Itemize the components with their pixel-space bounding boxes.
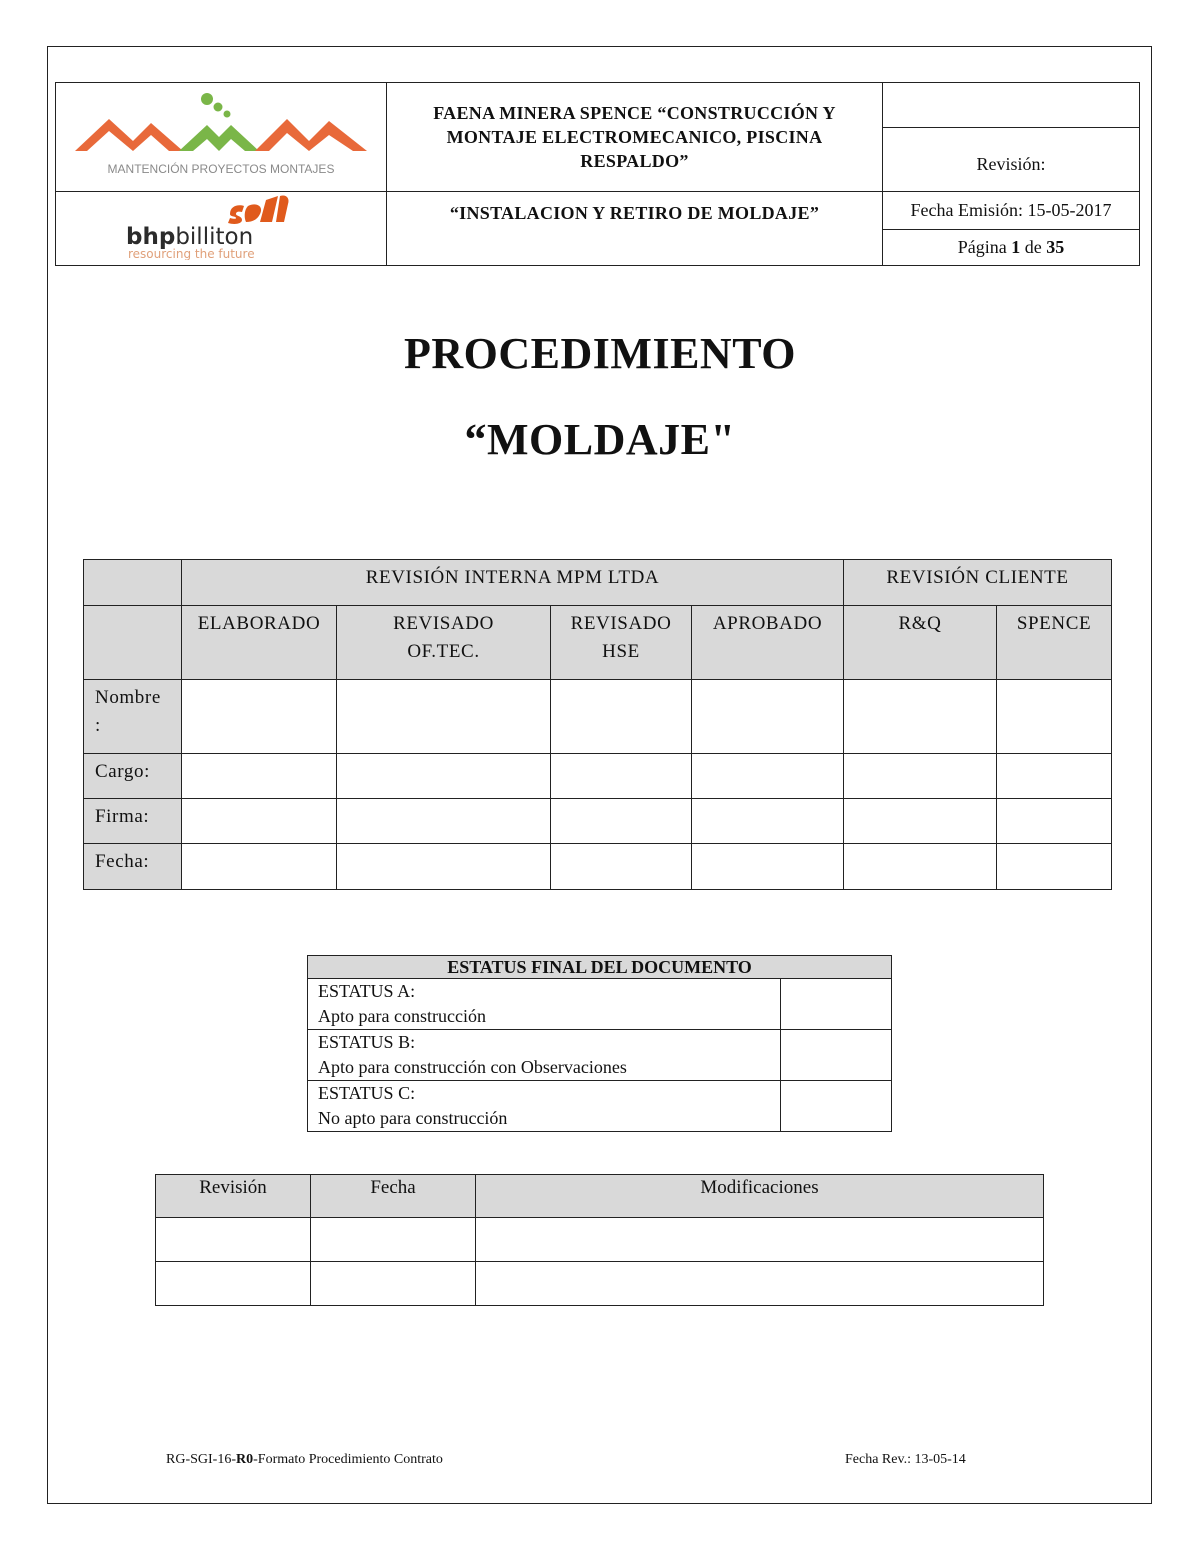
cell (182, 844, 337, 890)
table-cell (156, 1262, 311, 1306)
row-label-firma: Firma: (84, 799, 182, 844)
cell (551, 799, 692, 844)
col-aprobado: APROBADO (692, 606, 844, 680)
cell (337, 680, 551, 754)
revision-corner (84, 560, 182, 606)
cell (182, 754, 337, 799)
status-b-description: Apto para construcción con Observaciones (318, 1057, 627, 1077)
col-revisado-hse: REVISADO HSE (551, 606, 692, 680)
cell (692, 799, 844, 844)
cell (997, 844, 1112, 890)
footer-code-suffix: -Formato Procedimiento Contrato (253, 1452, 443, 1467)
revision-internal-group: REVISIÓN INTERNA MPM LTDA (182, 560, 844, 606)
pagina-de: de (1020, 237, 1047, 258)
revision-client-group: REVISIÓN CLIENTE (844, 560, 1112, 606)
footer-rev-date: Fecha Rev.: 13-05-14 (845, 1452, 966, 1467)
cell (182, 680, 337, 754)
bhp-logo-cell (56, 192, 387, 266)
col-revisado-oftec: REVISADO OF.TEC. (337, 606, 551, 680)
cell (692, 680, 844, 754)
pagina-total: 35 (1046, 237, 1065, 258)
document-header (55, 82, 1140, 266)
row-label-nombre: Nombre : (84, 680, 182, 754)
cell (337, 799, 551, 844)
col-ryq: R&Q (844, 606, 997, 680)
status-c-description: No apto para construcción (318, 1108, 508, 1128)
mods-col-modificaciones: Modificaciones (476, 1175, 1044, 1218)
cell (997, 754, 1112, 799)
cell (692, 844, 844, 890)
status-table (307, 955, 892, 1132)
page-subtitle: “MOLDAJE" (464, 415, 736, 464)
bhp-logo (126, 192, 316, 260)
status-b-label: ESTATUS B: (318, 1032, 416, 1052)
cell (997, 799, 1112, 844)
cell (844, 799, 997, 844)
bhp-logo-tagline: resourcing the future (128, 247, 255, 260)
cell (551, 680, 692, 754)
mpm-logo-tagline: MANTENCIÓN PROYECTOS MONTAJES (107, 161, 335, 176)
cell (844, 680, 997, 754)
footer-code-prefix: RG-SGI-16- (166, 1452, 236, 1467)
cell (844, 754, 997, 799)
project-title: FAENA MINERA SPENCE “CONSTRUCCIÓN Y MONTAJE ELECTROMECANICO, PISCINA RESPALDO” (387, 83, 883, 192)
cell (692, 754, 844, 799)
page-title: PROCEDIMIENTO (404, 329, 796, 378)
revision-corner-2 (84, 606, 182, 680)
table-cell (311, 1218, 476, 1262)
bhp-logo-name-bold: bhp (126, 224, 176, 250)
pagina-prefix: Página (957, 237, 1012, 258)
status-a (308, 979, 781, 1030)
revision-table (83, 559, 1112, 890)
cell (551, 754, 692, 799)
mpm-logo-cell (56, 83, 387, 192)
mpm-logo (71, 89, 371, 181)
status-b (308, 1030, 781, 1081)
modifications-table (155, 1174, 1044, 1306)
revision-label: Revisión: (883, 128, 1140, 192)
cell (551, 844, 692, 890)
cell (844, 844, 997, 890)
status-c (308, 1081, 781, 1132)
status-c-label: ESTATUS C: (318, 1083, 416, 1103)
document-title: “INSTALACION Y RETIRO DE MOLDAJE” (387, 192, 883, 266)
row-label-cargo: Cargo: (84, 754, 182, 799)
footer-code-bold: R0 (236, 1452, 254, 1467)
cell (337, 844, 551, 890)
mods-col-fecha: Fecha (311, 1175, 476, 1218)
status-c-checkbox[interactable] (781, 1081, 892, 1132)
table-cell (476, 1218, 1044, 1262)
status-a-label: ESTATUS A: (318, 981, 416, 1001)
col-spence: SPENCE (997, 606, 1112, 680)
cell (182, 799, 337, 844)
bhp-logo-name-light: billiton (175, 224, 254, 250)
status-a-description: Apto para construcción (318, 1006, 486, 1026)
row-label-fecha: Fecha: (84, 844, 182, 890)
status-a-checkbox[interactable] (781, 979, 892, 1030)
pagina (883, 230, 1140, 266)
fecha-emision: Fecha Emisión: 15-05-2017 (883, 192, 1140, 230)
header-empty-cell (883, 83, 1140, 128)
status-heading: ESTATUS FINAL DEL DOCUMENTO (308, 956, 892, 979)
pagina-num: 1 (1011, 237, 1021, 258)
mods-col-revision: Revisión (156, 1175, 311, 1218)
cell (997, 680, 1112, 754)
table-cell (476, 1262, 1044, 1306)
col-elaborado: ELABORADO (182, 606, 337, 680)
table-cell (311, 1262, 476, 1306)
table-cell (156, 1218, 311, 1262)
status-b-checkbox[interactable] (781, 1030, 892, 1081)
cell (337, 754, 551, 799)
footer-form-code (166, 1452, 443, 1468)
